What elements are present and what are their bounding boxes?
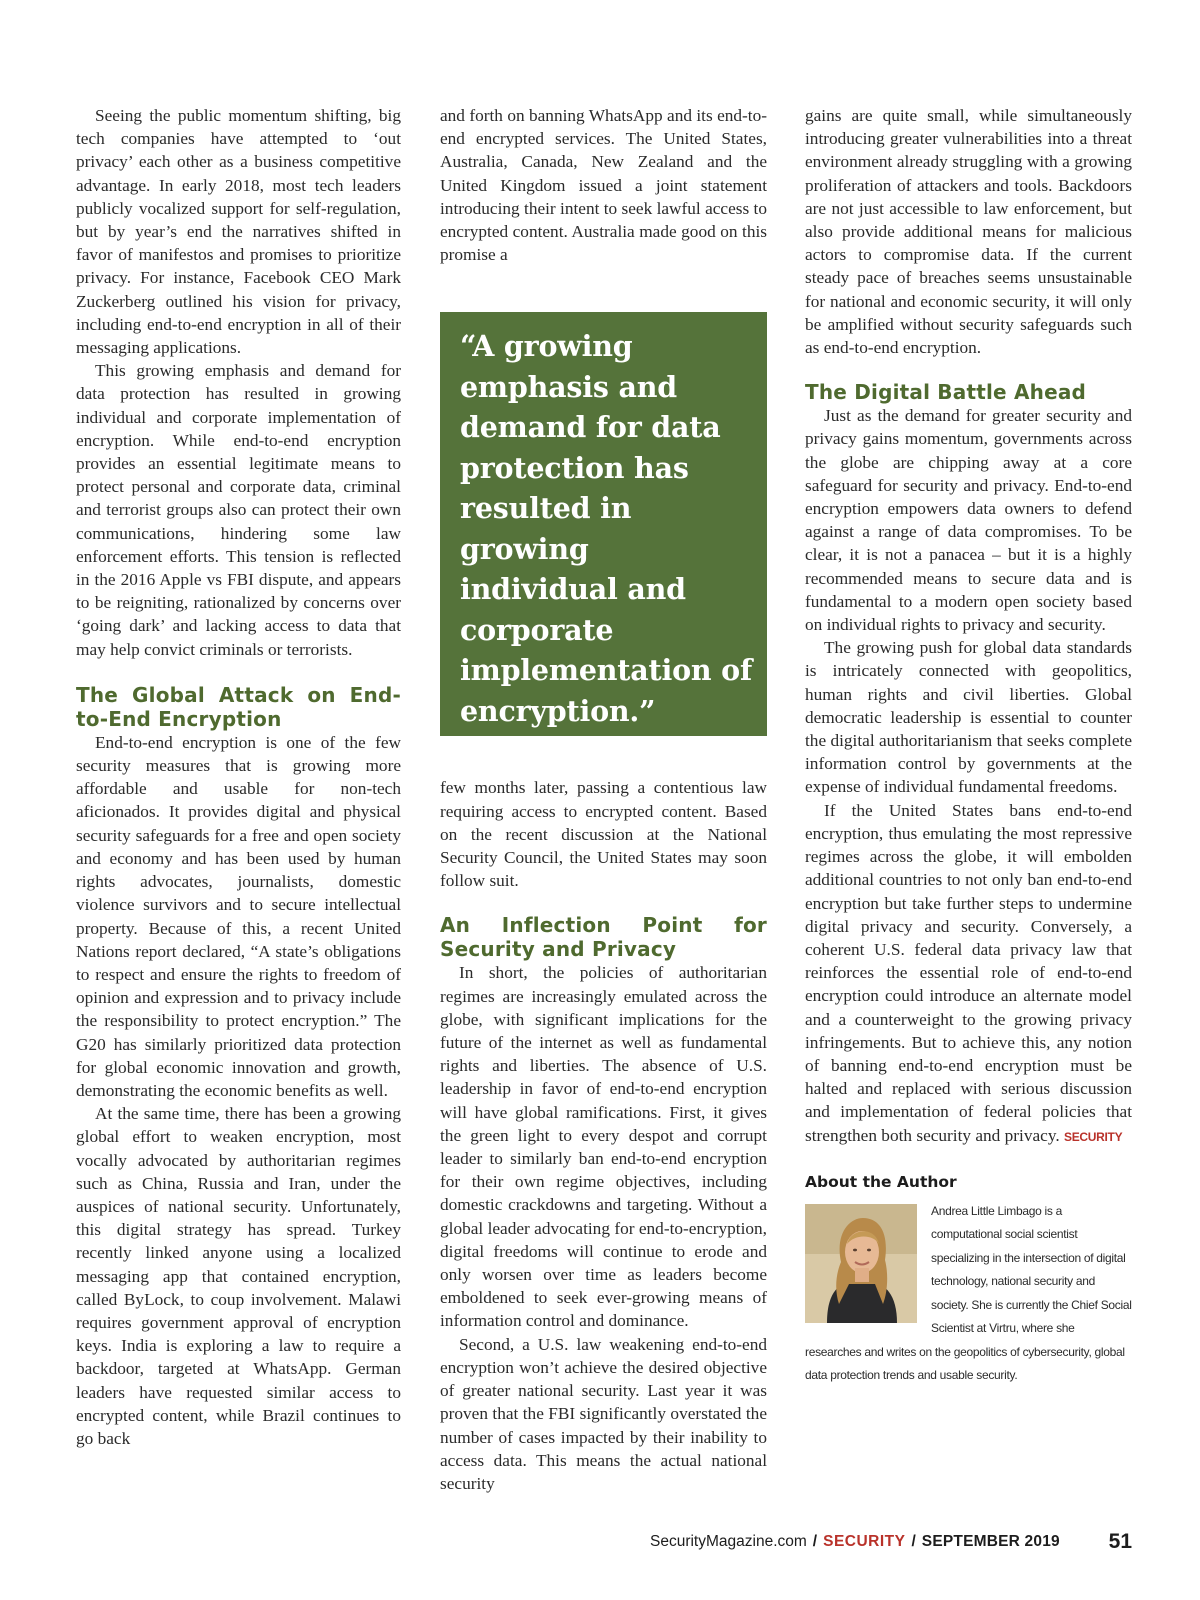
about-author-block (805, 1200, 1132, 1388)
footer-magazine-name: SECURITY (823, 1533, 906, 1550)
body-paragraph: Seeing the public momentum shifting, big tech companies have attempted to ‘out privacy’ each other as a business competitive advantage. In early 2018, most tech leaders publicly vocalized support for self-regulation, but by year’s end the narratives shifted in favor of manifestos and promises to prioritize privacy. For instance, Facebook CEO Mark Zuckerberg outlined his vision for privacy, including end-to-end encryption in all of their messaging applications. (76, 106, 401, 358)
page-footer (650, 1530, 1132, 1557)
footer-separator: / (812, 1533, 818, 1550)
footer-site-url: SecurityMagazine.com (650, 1533, 807, 1550)
footer-separator: / (911, 1533, 916, 1550)
body-paragraph-final (805, 799, 1132, 1149)
pull-quote-text: “A growing emphasis and demand for data protection has resulted in growing individual and corporate implementation of encryption.” (460, 329, 753, 728)
article-column-1 (76, 104, 401, 1450)
body-paragraph: In short, the policies of authoritarian regimes are increasingly emulated across the globe, with significant implications for the future of the internet as well as fundamental rights and liberties. The absence of U.S. leadership in favor of end-to-end encryption will have global ramifications. First, it gives the green light to every despot and corrupt leader to similarly ban end-to-end encryption for their own regime objectives, including domestic crackdowns and targeting. Without a global leader advocating for end-to-encryption, digital freedoms will continue to erode and only worsen over time as leaders become emboldened to seek ever-growing means of information control and dominance. (440, 963, 767, 1331)
body-paragraph: few months later, passing a contentious law requiring access to encrypted content. Based on the recent discussion at the National Security Council, the United States may soon follow suit. (440, 778, 767, 891)
about-author-text: Andrea Little Limbago is a computational social scientist specializing in the intersection of digital technology, national security and society. She is currently the Chief Social Scientist at Virtru, where she researches and writes on the geopolitics of cybersecurity, global data protection trends and usable security. (805, 1203, 1132, 1383)
section-heading-global-attack: The Global Attack on End-to-End Encryption (76, 682, 401, 731)
body-paragraph: Just as the demand for greater security and privacy gains momentum, governments across the globe are chipping away at a core safeguard for security and privacy. End-to-end encryption empowers data owners to defend against a range of data compromises. To be clear, it is not a panacea – but it is a highly recommended means to secure data and is fundamental to a modern open society based on individual rights to privacy and security. (805, 406, 1132, 635)
pull-quote-box (440, 312, 767, 736)
body-paragraph: This growing emphasis and demand for data protection has resulted in growing individual and corporate implementation of encryption. While end-to-end encryption provides an essential legitimate means to protect personal and corporate data, criminal and terrorist groups also can protect their own communications, hindering some law enforcement efforts. This tension is reflected in the 2016 Apple vs FBI dispute, and appears to be reigniting, rationalized by concerns over ‘going dark’ and lacking access to data that may help convict criminals or terrorists. (76, 361, 401, 659)
about-author-heading: About the Author (805, 1172, 957, 1191)
body-paragraph: At the same time, there has been a growing global effort to weaken encryption, most vocally advocated by authoritarian regimes such as China, Russia and Iran, under the auspices of national security. Unfortunately, this digital strategy has spread. Turkey recently linked anyone using a localized messaging app that contained encryption, called ByLock, to coup involvement. Malawi requires government approval of encryption keys. India is exploring a law to require a backdoor, targeted at WhatsApp. German leaders have requested similar access to encrypted content, while Brazil continues to go back (76, 1104, 401, 1448)
page-number: 51 (1108, 1530, 1132, 1553)
end-mark-security-logo: SECURITY (1064, 1129, 1123, 1144)
body-paragraph: gains are quite small, while simultaneously introducing greater vulnerabilities into a threat environment already struggling with a growing proliferation of attackers and tools. Backdoors are not just accessible to law enforcement, but also provide additional means for malicious actors to compromise data. If the current steady pace of breaches seems unsustainable for national and economic security, it will only be amplified without security safeguards such as end-to-end encryption. (805, 106, 1132, 358)
section-heading-inflection-point: An Inflection Point for Security and Privacy (440, 913, 767, 962)
final-paragraph-text: If the United States bans end-to-end encryption, thus emulating the most repressive regimes across the globe, it will embolden additional countries to not only ban end-to-end encryption but take further steps to undermine digital privacy and security. Conversely, a coherent U.S. federal data privacy law that reinforces the essential role of end-to-end encryption could introduce an alternate model and a counterweight to the growing privacy infringements. But to achieve this, any notion of banning end-to-end encryption must be halted and replaced with serious discussion and implementation of federal policies that strengthen both security and privacy. (805, 800, 1132, 1145)
body-paragraph: End-to-end encryption is one of the few security measures that is growing more affordable and usable for non-tech aficionados. It provides digital and physical security safeguards for a free and open society and economy and has been used by human rights advocates, journalists, domestic violence survivors and to secure intellectual property. Because of this, a recent United Nations report declared, “A state’s obligations to respect and ensure the rights to freedom of opinion and expression and to privacy include the responsibility to protect encryption.” The G20 has similarly prioritized data protection for global economic innovation and growth, demonstrating the economic benefits as well. (76, 732, 401, 1100)
footer-issue-date: SEPTEMBER 2019 (921, 1533, 1060, 1550)
article-column-2 (440, 104, 767, 1495)
body-paragraph: The growing push for global data standards is intricately connected with geopolitics, human rights and civil liberties. Global democratic leadership is essential to counter the digital authoritarianism that seeks complete information control by governments at the expense of individual fundamental freedoms. (805, 638, 1132, 797)
article-column-3 (805, 104, 1132, 1388)
section-heading-digital-battle: The Digital Battle Ahead (805, 380, 1087, 405)
body-paragraph: Second, a U.S. law weakening end-to-end encryption won’t achieve the desired objective of greater national security. Last year it was proven that the FBI significantly overstated the number of cases impacted by their inability to access data. This means the actual national security (440, 1334, 767, 1493)
body-paragraph: and forth on banning WhatsApp and its end-to-end encrypted services. The United States, Australia, Canada, New Zealand and the United Kingdom issued a joint statement introducing their intent to seek lawful access to encrypted content. Australia made good on this promise a (440, 106, 767, 265)
author-photo (805, 1204, 917, 1323)
